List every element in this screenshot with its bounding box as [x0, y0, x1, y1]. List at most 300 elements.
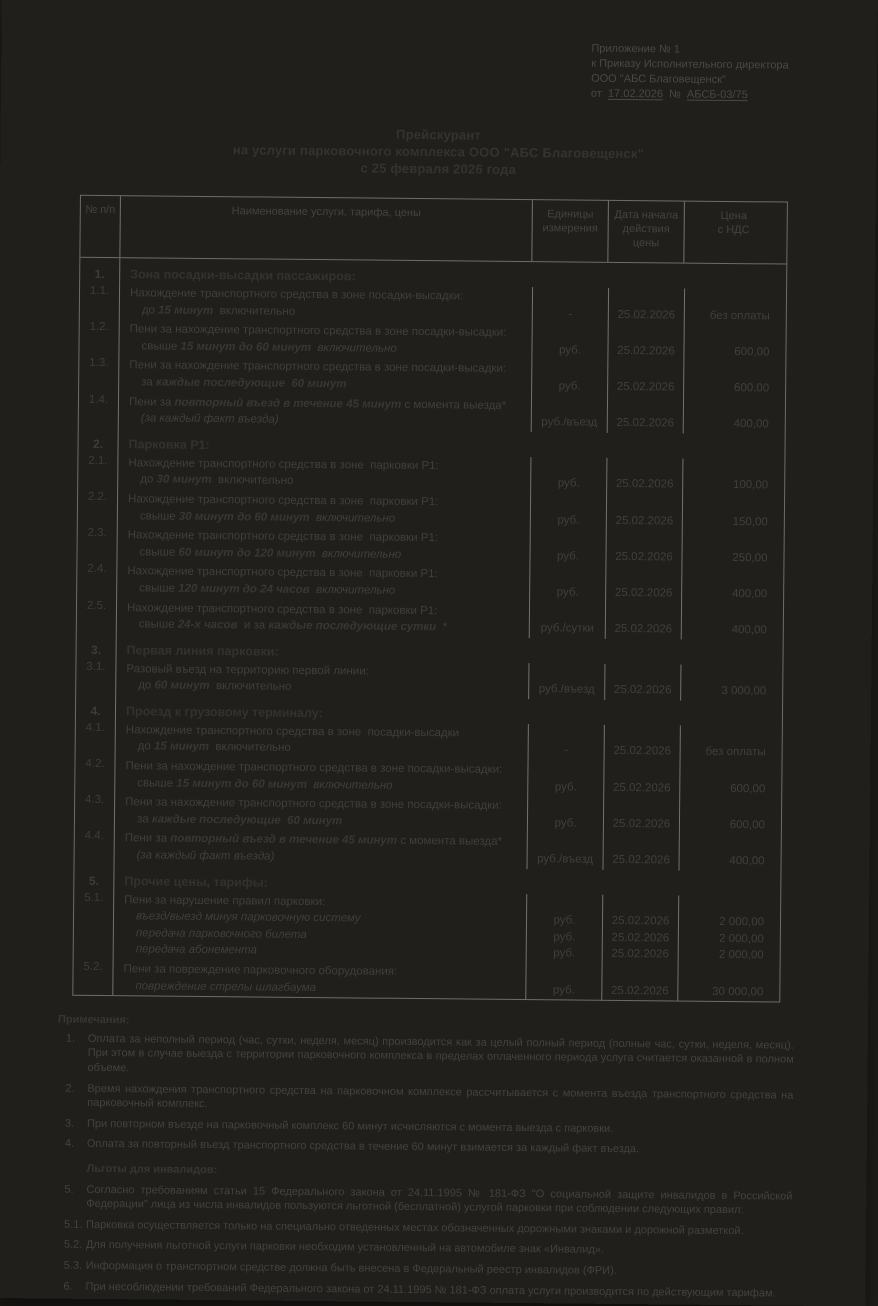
row-date: [603, 833, 679, 870]
row-description: [114, 890, 527, 963]
value-date: [606, 604, 681, 621]
text-segment: повреждение стрелы шлагбаума: [135, 979, 317, 994]
text-segment: включительно: [213, 304, 296, 318]
row-number: 5.1.: [74, 889, 115, 959]
section-title: Прочие цены, тарифы:: [124, 873, 268, 890]
value-unit: [531, 531, 606, 548]
corner-note-line: к Приказу Исполнительного директора: [591, 57, 789, 72]
value-price: 2 000,00: [718, 949, 764, 962]
value-unit: [527, 896, 602, 913]
row-date: [603, 761, 679, 798]
value-unit: руб.: [552, 983, 575, 997]
row-description: [119, 356, 531, 396]
row-price: [679, 762, 777, 799]
table-row: [74, 889, 781, 965]
text-segment: свыше: [139, 546, 179, 559]
value-price: 3 000,00: [721, 685, 767, 698]
section-number: 4.: [76, 695, 116, 720]
value-date: 25.02.2026: [612, 817, 671, 831]
value-unit: [528, 762, 603, 779]
text-segment: включительно: [209, 680, 292, 694]
row-description: [116, 720, 528, 760]
section-title: Проезд к грузовому терминалу:: [125, 704, 323, 720]
row-description: [115, 829, 527, 869]
note-text: Для получения льготной услуги парковки необходим установленный на автомобиле знак «Инвалид».: [85, 1239, 605, 1257]
note-text: Оплата за неполный период (час, сутки, неделя, месяц) производится как за целый полный период (полные час, сутки, неделя, месяц). При этом в случае выезда с территории парковочного комплекса в пределах оплаченного периода услуга считается оказанной в полном объеме.: [87, 1032, 794, 1075]
row-date: [608, 288, 684, 325]
text-segment: Пени за нахождение транспортного средства в зоне посадки-высадки:: [125, 760, 503, 776]
text-segment: 15 минут: [158, 304, 214, 317]
value-price: [682, 605, 779, 623]
value-price: [683, 496, 780, 514]
value-price: 600,00: [733, 382, 770, 395]
value-date: 25.02.2026: [612, 853, 670, 867]
text-segment: свыше: [139, 509, 179, 523]
row-price: [681, 531, 779, 568]
row-description: [120, 283, 532, 323]
note-text: Согласно требованиям статьи 15 Федерального закона от 24.11.1995 № 181-ФЗ "О социальной защите инвалидов в Российской Федерации" лица из числа инвалидов пользуются льготной (бесплатной) услугой парковки при соблюдении следующих правил:: [86, 1183, 793, 1217]
note-number: 4.: [64, 1138, 75, 1151]
value-price: [681, 727, 778, 745]
row-price: [681, 567, 779, 604]
value-unit: руб./въезд: [538, 683, 595, 697]
note-text: При повторном въезде на парковочный комплекс 60 минут исчисляются с момента выезда с парковки.: [86, 1117, 614, 1135]
notes-section: [55, 1013, 798, 1301]
text-segment: и за: [237, 619, 269, 632]
text-segment: включительно: [209, 741, 291, 755]
row-date: [602, 894, 679, 964]
text-segment: до: [140, 473, 157, 486]
value-price: 400,00: [729, 855, 765, 868]
notes-subheading: Льготы для инвалидов:: [86, 1162, 218, 1177]
value-unit: [531, 459, 606, 476]
row-number: 1.3.: [79, 355, 119, 392]
row-date: [605, 530, 681, 567]
row-date: [607, 396, 683, 433]
notes-list: [55, 1031, 797, 1300]
value-date: [605, 666, 680, 683]
order-number-sign: №: [669, 88, 681, 101]
text-segment: 60 минут: [154, 679, 210, 693]
value-price: 400,00: [733, 418, 769, 431]
description-line: [123, 978, 525, 998]
section-title: Зона посадки-высадки пассажиров:: [130, 267, 356, 284]
row-date: [605, 566, 681, 603]
value-unit: [530, 567, 605, 584]
value-date: [607, 532, 682, 549]
row-unit: [526, 894, 603, 964]
value-unit: [532, 398, 607, 415]
value-date: [603, 896, 678, 913]
value-date: [605, 727, 680, 744]
section-number: 3.: [77, 633, 117, 658]
value-unit: [529, 726, 604, 743]
row-unit: [530, 493, 606, 530]
note-item: [56, 1258, 796, 1280]
value-unit: руб./въезд: [537, 853, 594, 866]
text-segment: за: [136, 813, 152, 826]
value-date: [606, 568, 681, 585]
row-unit: [528, 724, 604, 761]
value-price: [684, 399, 781, 417]
value-date: 25.02.2026: [616, 417, 675, 430]
text-segment: Нахождение транспортного средства в зоне парковки Р1:: [128, 456, 439, 472]
value-date: 25.02.2026: [614, 623, 673, 636]
value-unit: [528, 798, 603, 815]
value-unit: руб.: [553, 931, 576, 944]
text-segment: 15 минут до 60 минут: [176, 777, 308, 791]
note-number: 2.: [65, 1082, 75, 1095]
row-price: [683, 361, 781, 398]
value-date: 25.02.2026: [611, 931, 670, 945]
value-price: [683, 460, 780, 478]
row-price: [682, 458, 780, 495]
text-segment: с момента выезда*: [401, 398, 507, 412]
value-price: 100,00: [732, 479, 769, 492]
row-number: 4.4.: [75, 828, 115, 865]
row-unit: [531, 323, 607, 360]
note-number: 5.3.: [63, 1259, 83, 1272]
row-date: [605, 602, 681, 639]
text-segment: въезд/выезд минуя парковочную систему: [135, 910, 361, 925]
text-segment: Пени за нахождение транспортного средства в зоне посадки-высадки:: [129, 323, 507, 340]
text-segment: Нахождение транспортного средства в зоне парковки Р1:: [127, 565, 438, 581]
value-date: 25.02.2026: [611, 915, 670, 928]
value-date: 25.02.2026: [615, 550, 673, 564]
order-number: АБСБ-03/75: [686, 88, 748, 102]
row-description: [118, 453, 530, 493]
text-segment: включительно: [306, 778, 393, 792]
row-unit: [532, 287, 608, 324]
value-unit: руб.: [558, 380, 581, 393]
value-price: 30 000,00: [712, 985, 764, 998]
row-number: 2.5.: [77, 597, 117, 634]
price-table: [72, 195, 788, 1003]
row-number: 3.1.: [76, 658, 116, 695]
text-segment: Нахождение транспортного средства в зоне посадки-высадки:: [129, 287, 464, 303]
section-number: 2.: [78, 428, 118, 453]
row-unit: [531, 396, 607, 433]
value-price: 600,00: [734, 345, 770, 359]
note-number: 5.1.: [64, 1218, 83, 1231]
value-date: [608, 362, 683, 379]
value-unit: руб./сутки: [540, 622, 595, 635]
row-date: [604, 725, 680, 762]
row-price: [684, 289, 782, 326]
value-date: [607, 496, 682, 513]
text-segment: свыше: [137, 776, 177, 790]
row-description: [117, 561, 529, 601]
value-price: 600,00: [729, 818, 765, 832]
value-price: [685, 291, 782, 309]
row-number: 2.3.: [77, 525, 117, 562]
header-cell-name: Наименование услуги, тарифа, цены: [120, 196, 533, 261]
text-segment: 15 минут: [153, 740, 210, 754]
text-segment: свыше: [138, 618, 178, 631]
value-unit: [531, 495, 606, 512]
row-unit: [529, 565, 605, 602]
section-title: Первая линия парковки:: [126, 642, 279, 659]
text-segment: включительно: [309, 511, 396, 525]
value-unit: руб.: [554, 817, 577, 830]
note-item: [57, 1137, 797, 1159]
row-price: [677, 965, 775, 1002]
corner-note-order-line: [591, 87, 831, 104]
row-price: [680, 664, 778, 701]
value-unit: руб.: [553, 947, 576, 960]
value-date: [609, 290, 684, 307]
value-price: [680, 764, 777, 782]
value-date: [602, 966, 677, 983]
row-description: [115, 756, 527, 796]
note-number: 3.: [64, 1117, 75, 1130]
row-date: [606, 458, 682, 495]
value-unit: [533, 289, 608, 306]
row-unit: [527, 760, 603, 797]
text-segment: до: [138, 679, 155, 692]
row-number: 2.1.: [78, 453, 118, 490]
row-date: [607, 324, 683, 361]
value-date: [604, 835, 679, 852]
value-unit: руб.: [556, 586, 579, 599]
note-text: Время нахождения транспортного средства на парковочном комплексе рассчитывается с момента въезда транспортного средства на парковочный комплекс.: [87, 1082, 794, 1111]
row-price: [679, 834, 777, 871]
value-date: 25.02.2026: [616, 380, 675, 394]
header-cell-unit: Единицы измерения: [532, 200, 609, 262]
text-segment: Пени за нахождение транспортного средства в зоне посадки-высадки:: [129, 359, 507, 376]
text-segment: *: [436, 621, 448, 634]
row-description: [113, 959, 525, 999]
value-unit: руб.: [553, 914, 576, 927]
value-date: 25.02.2026: [617, 344, 675, 358]
section-number: 5.: [74, 864, 114, 889]
row-number: 4.3.: [75, 792, 115, 829]
value-price: 2 000,00: [719, 932, 764, 946]
value-date: [607, 460, 682, 477]
note-item: [58, 1031, 798, 1082]
row-price: [683, 397, 781, 434]
value-price: 400,00: [731, 587, 768, 601]
value-price: без оплаты: [709, 309, 770, 322]
value-price: 600,00: [730, 782, 766, 796]
corner-note: [591, 42, 832, 104]
row-number: 2.2.: [78, 489, 118, 526]
value-price: без оплаты: [705, 746, 766, 759]
text-segment: Разовый въезд на территорию первой линии:: [126, 662, 369, 678]
value-date: [609, 326, 684, 343]
note-item: [56, 1217, 796, 1239]
text-segment: Нахождение транспортного средства в зоне посадки-высадки: [125, 724, 460, 740]
text-segment: Пени за повреждение парковочного оборудования:: [123, 963, 398, 978]
value-date: 25.02.2026: [611, 984, 669, 998]
text-segment: Нахождение транспортного средства в зоне парковки Р1:: [127, 493, 439, 509]
text-segment: 15 минут до 60 минут: [180, 340, 312, 354]
row-date: [607, 360, 683, 397]
value-price: [680, 800, 777, 818]
note-item: [57, 1116, 797, 1138]
value-date: 25.02.2026: [617, 308, 676, 322]
note-number: 6.: [63, 1280, 73, 1293]
row-description: [115, 792, 527, 832]
value-unit: -: [564, 744, 569, 757]
text-segment: 24-х часов: [177, 618, 238, 632]
value-price: [681, 666, 778, 684]
text-segment: до: [141, 303, 159, 317]
row-price: [680, 725, 778, 762]
note-text: Информация о транспортном средстве должна быть внесена в Федеральный реестр инвалидов (ФРИ).: [85, 1259, 617, 1277]
value-unit: руб.: [558, 344, 582, 357]
value-unit: руб.: [557, 477, 580, 490]
row-description: [119, 319, 531, 359]
row-unit: [527, 833, 603, 870]
value-unit: -: [568, 308, 573, 321]
text-segment: 60 минут до 120 минут: [178, 546, 316, 560]
text-segment: Пени за нахождение транспортного средства в зоне посадки-высадки:: [125, 796, 502, 813]
row-price: [678, 895, 777, 965]
text-segment: передача парковочного билета: [135, 927, 307, 941]
text-segment: свыше: [139, 582, 179, 595]
row-unit: [528, 663, 604, 700]
text-segment: Пени за: [124, 832, 171, 846]
value-price: [685, 327, 782, 345]
row-date: [604, 664, 680, 701]
value-date: 25.02.2026: [615, 478, 674, 491]
header-cell-date: Дата начала действия цены: [608, 201, 685, 263]
value-date: [604, 763, 679, 780]
value-date: 25.02.2026: [613, 745, 671, 758]
corner-note-line: Приложение № 1: [591, 42, 681, 56]
title-line-3: с 25 февраля 2026 года: [360, 160, 516, 177]
note-item: [57, 1081, 797, 1117]
row-number: 1.2.: [79, 319, 119, 356]
text-segment: включительно: [211, 474, 294, 488]
title-line-2: на услуги парковочного комплекса ООО "АБС Благовещенск": [232, 142, 645, 162]
value-unit: [529, 665, 604, 682]
text-segment: с момента выезда*: [397, 835, 503, 849]
row-unit: [529, 529, 605, 566]
row-price: [681, 603, 779, 640]
row-unit: [529, 602, 605, 639]
value-price: [679, 897, 776, 915]
row-unit: [531, 359, 607, 396]
row-number: 2.4.: [77, 561, 117, 598]
row-date: [606, 494, 682, 531]
value-unit: руб.: [557, 513, 580, 527]
row-unit: [530, 457, 606, 494]
text-segment: (за каждый факт въезда): [140, 412, 279, 426]
section-number: 1.: [80, 258, 120, 283]
value-unit: [530, 604, 605, 621]
row-number: 5.2.: [73, 959, 113, 996]
row-description: [117, 525, 529, 565]
row-description: [117, 598, 529, 638]
value-unit: руб.: [556, 550, 580, 563]
value-date: [608, 398, 683, 415]
value-date: 25.02.2026: [613, 684, 672, 697]
document-title: [0, 122, 876, 181]
text-segment: Пени за нарушение правил парковки:: [124, 893, 326, 908]
note-number: 5.2.: [63, 1238, 83, 1252]
row-number: 4.1.: [76, 720, 116, 757]
value-unit: [526, 965, 601, 982]
value-price: 250,00: [732, 551, 768, 565]
note-item: [55, 1279, 795, 1301]
row-number: 1.1.: [80, 283, 120, 320]
note-text: Парковка осуществляется только на специально отведенных местах обозначенных дорожными знаками и дорожной разметкой.: [86, 1218, 744, 1237]
header-cell-price: Цена с НДС: [717, 209, 750, 237]
value-unit: [533, 325, 608, 342]
text-segment: Нахождение транспортного средства в зоне парковки Р1:: [126, 601, 438, 617]
text-segment: повторный въезд в течение 45 минут: [174, 396, 402, 411]
row-unit: [525, 963, 601, 1000]
row-number: 1.4.: [79, 391, 119, 428]
note-text: При несоблюдении требований Федерального закона от 24.11.1995 № 181-ФЗ оплата услуги производится по действующим тарифам.: [85, 1280, 776, 1299]
row-number: 4.2.: [75, 756, 115, 793]
text-segment: включительно: [315, 547, 402, 561]
value-date: 25.02.2026: [611, 948, 670, 961]
text-segment: 30 минут до 60 минут: [178, 510, 310, 524]
value-price: 2 000,00: [719, 916, 765, 929]
value-date: 25.02.2026: [614, 586, 673, 600]
corner-note-line: ООО "АБС Благовещенск": [591, 72, 726, 86]
value-price: [684, 363, 781, 381]
value-price: 400,00: [731, 624, 767, 637]
value-date: [604, 799, 679, 816]
table-body: [73, 258, 786, 1002]
title-line-1: Прейскурант: [396, 126, 482, 143]
note-number: 5.: [64, 1183, 74, 1196]
text-segment: каждые последующие 60 минут: [155, 376, 347, 391]
value-unit: руб.: [554, 781, 577, 794]
row-price: [682, 494, 780, 531]
row-price: [679, 798, 777, 835]
value-date: 25.02.2026: [612, 781, 671, 795]
text-segment: включительно: [311, 341, 397, 355]
row-date: [601, 964, 677, 1001]
header-cell-num: № п/п: [80, 196, 121, 257]
text-segment: Нахождение транспортного средства в зоне парковки Р1:: [127, 529, 439, 545]
row-date: [603, 797, 679, 834]
note-number: 1.: [65, 1032, 76, 1045]
value-unit: [528, 835, 603, 852]
row-price: [683, 325, 781, 362]
section-title: Парковка Р1:: [128, 436, 210, 452]
table-header-row: [80, 196, 787, 265]
text-segment: (за каждый факт въезда): [136, 849, 275, 863]
row-description: [118, 489, 530, 529]
text-segment: свыше: [141, 340, 181, 353]
row-description: [116, 659, 528, 699]
value-unit: [532, 361, 607, 378]
row-unit: [527, 796, 603, 833]
notes-title: Примечания:: [57, 1013, 130, 1027]
text-segment: за: [141, 376, 157, 389]
value-price: [678, 967, 775, 985]
text-segment: включительно: [309, 583, 396, 597]
note-item: [56, 1238, 796, 1260]
note-text: Оплата за повторный въезд транспортного средства в течение 60 минут взимается за каждый факт въезда.: [86, 1138, 640, 1156]
value-price: [680, 836, 777, 854]
text-segment: до: [137, 740, 155, 753]
text-segment: 30 минут: [156, 473, 212, 487]
text-segment: 120 минут до 24 часов: [178, 582, 310, 596]
value-price: [683, 533, 780, 551]
note-item: [56, 1182, 796, 1218]
text-segment: передача абонемента: [135, 943, 258, 957]
table-row: [73, 959, 779, 1002]
text-segment: каждые последующие сутки: [268, 619, 437, 634]
value-unit: руб./въезд: [541, 416, 598, 429]
